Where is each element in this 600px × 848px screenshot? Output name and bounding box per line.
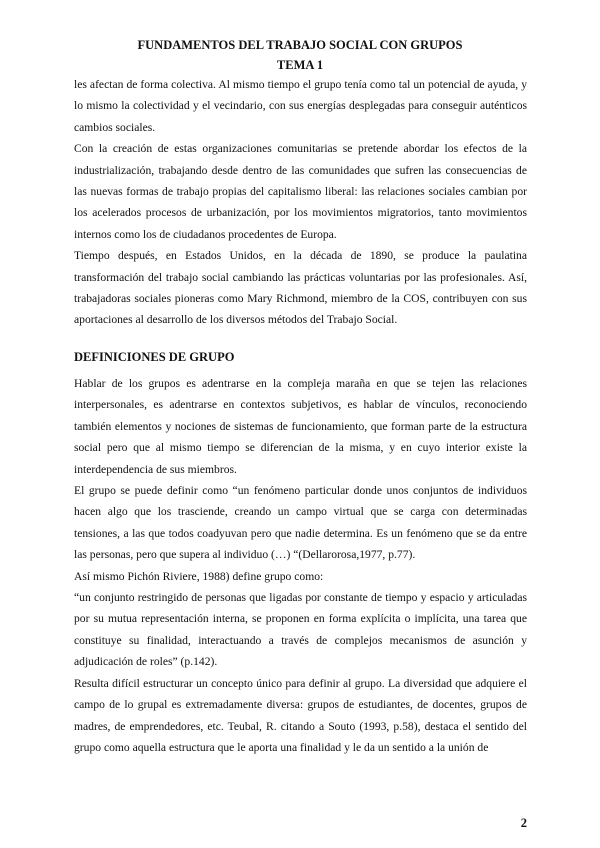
document-subtitle: TEMA 1 — [276, 58, 324, 72]
paragraph: Con la creación de estas organizaciones comunitarias se pretende abordar los efectos de la industrialización, trabajando desde dentro de las comunidades que sufren las consecuencias de las nuevas formas de trabajo propias del capitalismo liberal: las relaciones sociales cambian por los acelerados procesos de urbanización, por los movimientos migratorios, tanto movimientos internos como los de ciudadanos procedentes de Europa. — [74, 142, 527, 241]
paragraph: les afectan de forma colectiva. Al mismo tiempo el grupo tenía como tal un potencial de ayuda, y lo mismo la colectividad y el vecindario, con sus energías desplegadas para conseguir auténticos cambios sociales. — [74, 78, 527, 134]
paragraph: Así mismo Pichón Riviere, 1988) define grupo como: — [74, 569, 324, 583]
paragraph: El grupo se puede definir como “un fenómeno particular donde unos conjuntos de individuos hacen algo que los trasciende, creando un campo virtual que se carga con determinadas tensiones, a las que todos coadyuvan pero que nadie determina. Es un fenómeno que se da entre las personas, pero que supera al individuo (…) “(Dellarorosa,1977, p.77). — [74, 484, 527, 562]
document-title: FUNDAMENTOS DEL TRABAJO SOCIAL CON GRUPOS — [137, 38, 463, 52]
section-heading: DEFINICIONES DE GRUPO — [74, 350, 235, 364]
section-definitions-text — [74, 373, 527, 758]
section-intro-text — [74, 74, 527, 331]
paragraph: Resulta difícil estructurar un concepto único para definir al grupo. La diversidad que adquiere el campo de lo grupal es extremadamente diversa: grupos de estudiantes, de docentes, grupos de madres, de emprendedores, etc. Teubal, R. citando a Souto (1993, p.58), destaca el sentido del grupo como aquella estructura que le aporta una finalidad y le da un sentido a la unión de — [74, 676, 527, 754]
paragraph: Tiempo después, en Estados Unidos, en la década de 1890, se produce la paulatina transformación del trabajo social cambiando las prácticas voluntarias por las profesionales. Así, trabajadoras sociales pioneras como Mary Richmond, miembro de la COS, contribuyen con sus aportaciones al desarrollo de los diversos métodos del Trabajo Social. — [74, 249, 527, 327]
page-number: 2 — [520, 816, 527, 830]
paragraph: “un conjunto restringido de personas que ligadas por constante de tiempo y espacio y articuladas por su mutua representación interna, se proponen en forma explícita o implícita, una tarea que constituye su finalidad, interactuando a través de complejos mecanismos de asunción y adjudicación de roles” (p.142). — [74, 591, 527, 669]
paragraph: Hablar de los grupos es adentrarse en la compleja maraña en que se tejen las relaciones interpersonales, es adentrarse en contextos subjetivos, es hablar de vínculos, reconociendo también elementos y nociones de sistemas de funcionamiento, que forman parte de la estructura social pero que al mismo tiempo se diferencian de la misma, y en cuyo interior existe la interdependencia de sus miembros. — [74, 377, 527, 476]
